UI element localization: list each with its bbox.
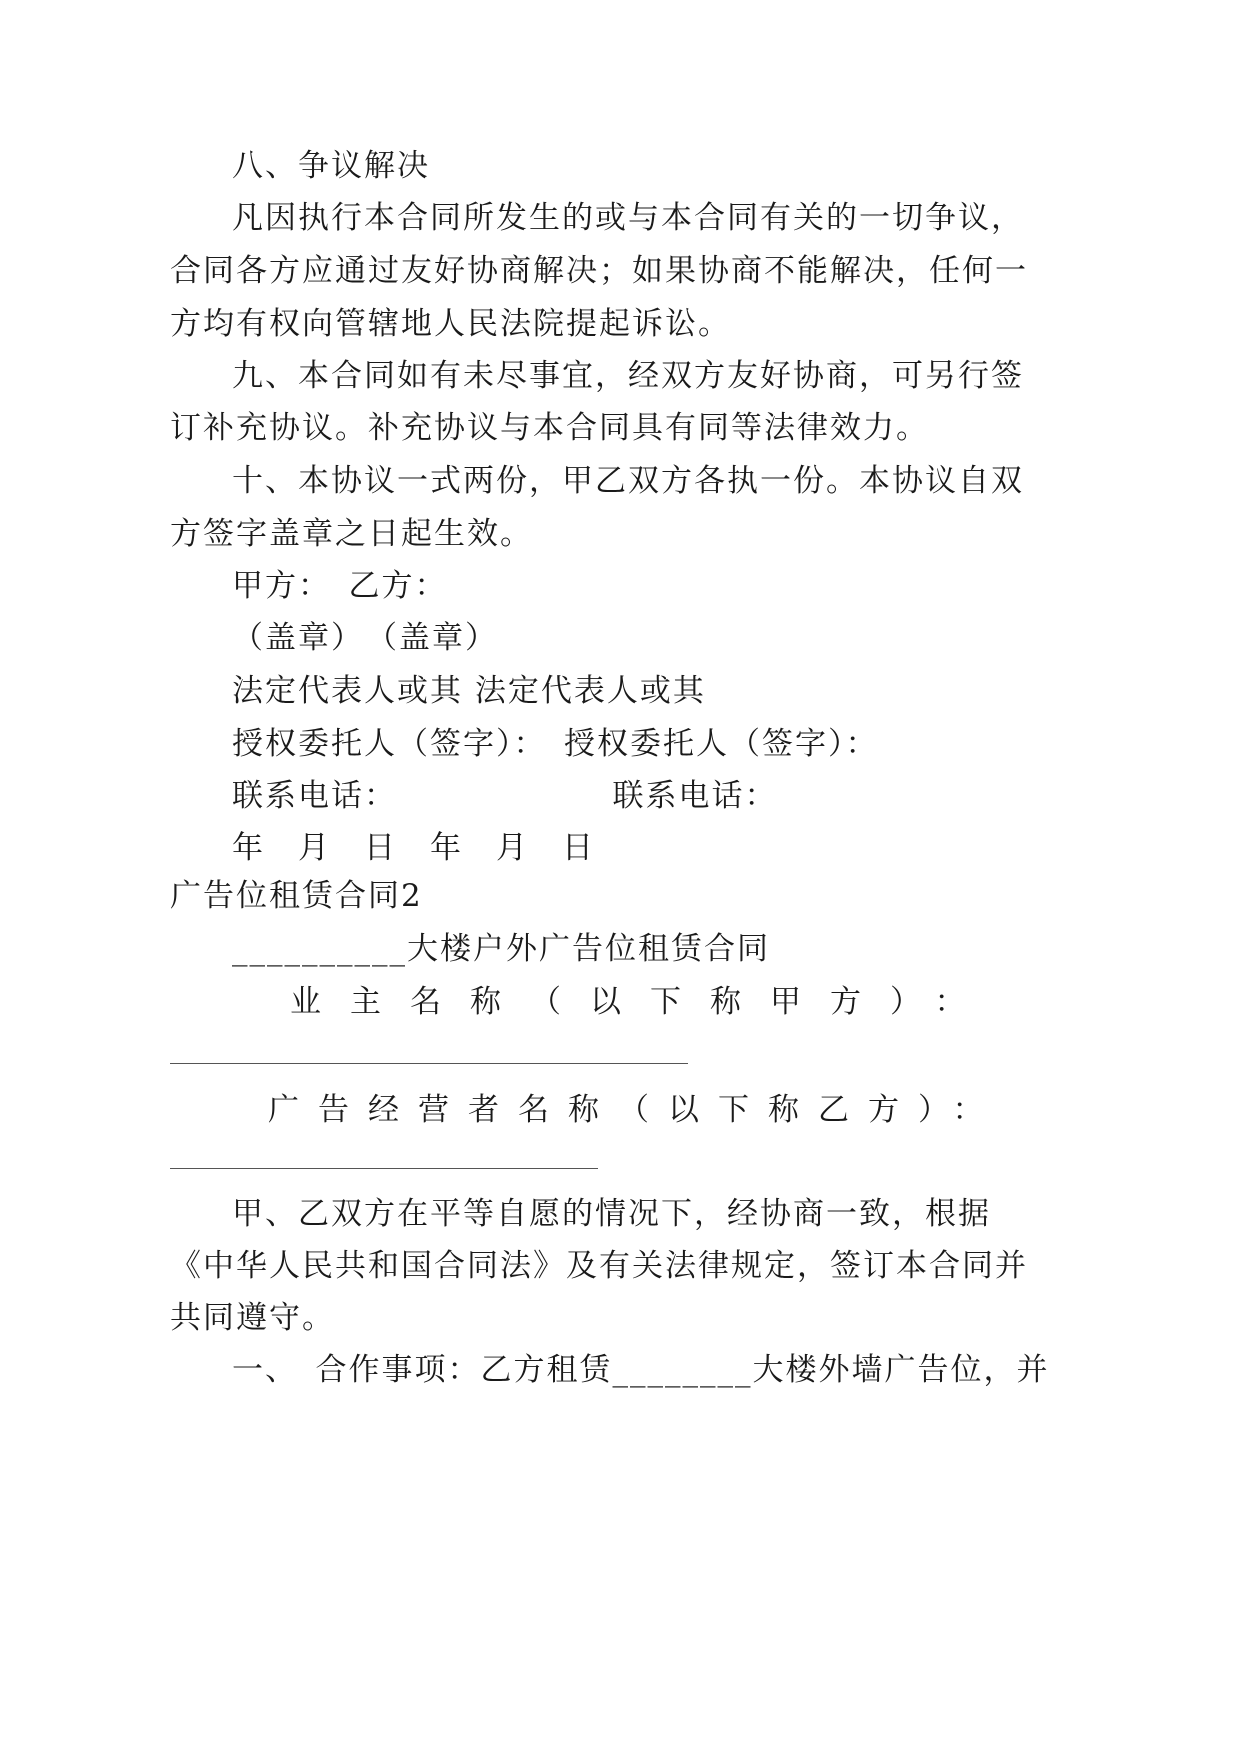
signature-phone: 联系电话： 联系电话：: [232, 778, 778, 814]
paragraph-line: 方均有权向管辖地人民法院提起诉讼。: [170, 306, 731, 342]
paragraph-line: 凡因执行本合同所发生的或与本合同有关的一切争议，: [232, 200, 1024, 236]
paragraph-line: 订补充协议。补充协议与本合同具有同等法律效力。: [170, 410, 929, 446]
paragraph-line: 方签字盖章之日起生效。: [170, 516, 533, 552]
signature-parties: 甲方： 乙方：: [232, 568, 448, 604]
signature-seal: （盖章） （盖章）: [232, 620, 498, 656]
signature-date: 年 月 日 年 月 日: [232, 830, 595, 866]
section-heading-dispute: 八、争议解决: [232, 148, 430, 184]
contract-title: __________大楼户外广告位租赁合同: [232, 931, 770, 967]
owner-name-label: 业主名称（以下称甲方）：: [290, 984, 995, 1020]
operator-name-label: 广告经营者名称（以下称乙方）：: [268, 1092, 1003, 1128]
document-title: 广告位租赁合同2: [170, 878, 423, 914]
operator-name-blank: [170, 1168, 598, 1169]
paragraph-line: 十、本协议一式两份，甲乙双方各执一份。本协议自双: [232, 463, 1024, 499]
paragraph-line: 《中华人民共和国合同法》及有关法律规定，签订本合同并: [170, 1248, 1028, 1284]
signature-representative: 法定代表人或其 法定代表人或其: [232, 673, 706, 709]
signature-authorized: 授权委托人（签字）： 授权委托人（签字）：: [232, 726, 879, 762]
paragraph-line: 合同各方应通过友好协商解决；如果协商不能解决，任何一: [170, 253, 1028, 289]
owner-name-blank: [170, 1063, 688, 1064]
paragraph-line: 一、 合作事项：乙方租赁________大楼外墙广告位，并: [232, 1352, 1050, 1388]
paragraph-line: 甲、乙双方在平等自愿的情况下，经协商一致，根据: [232, 1196, 991, 1232]
paragraph-line: 共同遵守。: [170, 1300, 335, 1336]
paragraph-line: 九、本合同如有未尽事宜，经双方友好协商，可另行签: [232, 358, 1024, 394]
